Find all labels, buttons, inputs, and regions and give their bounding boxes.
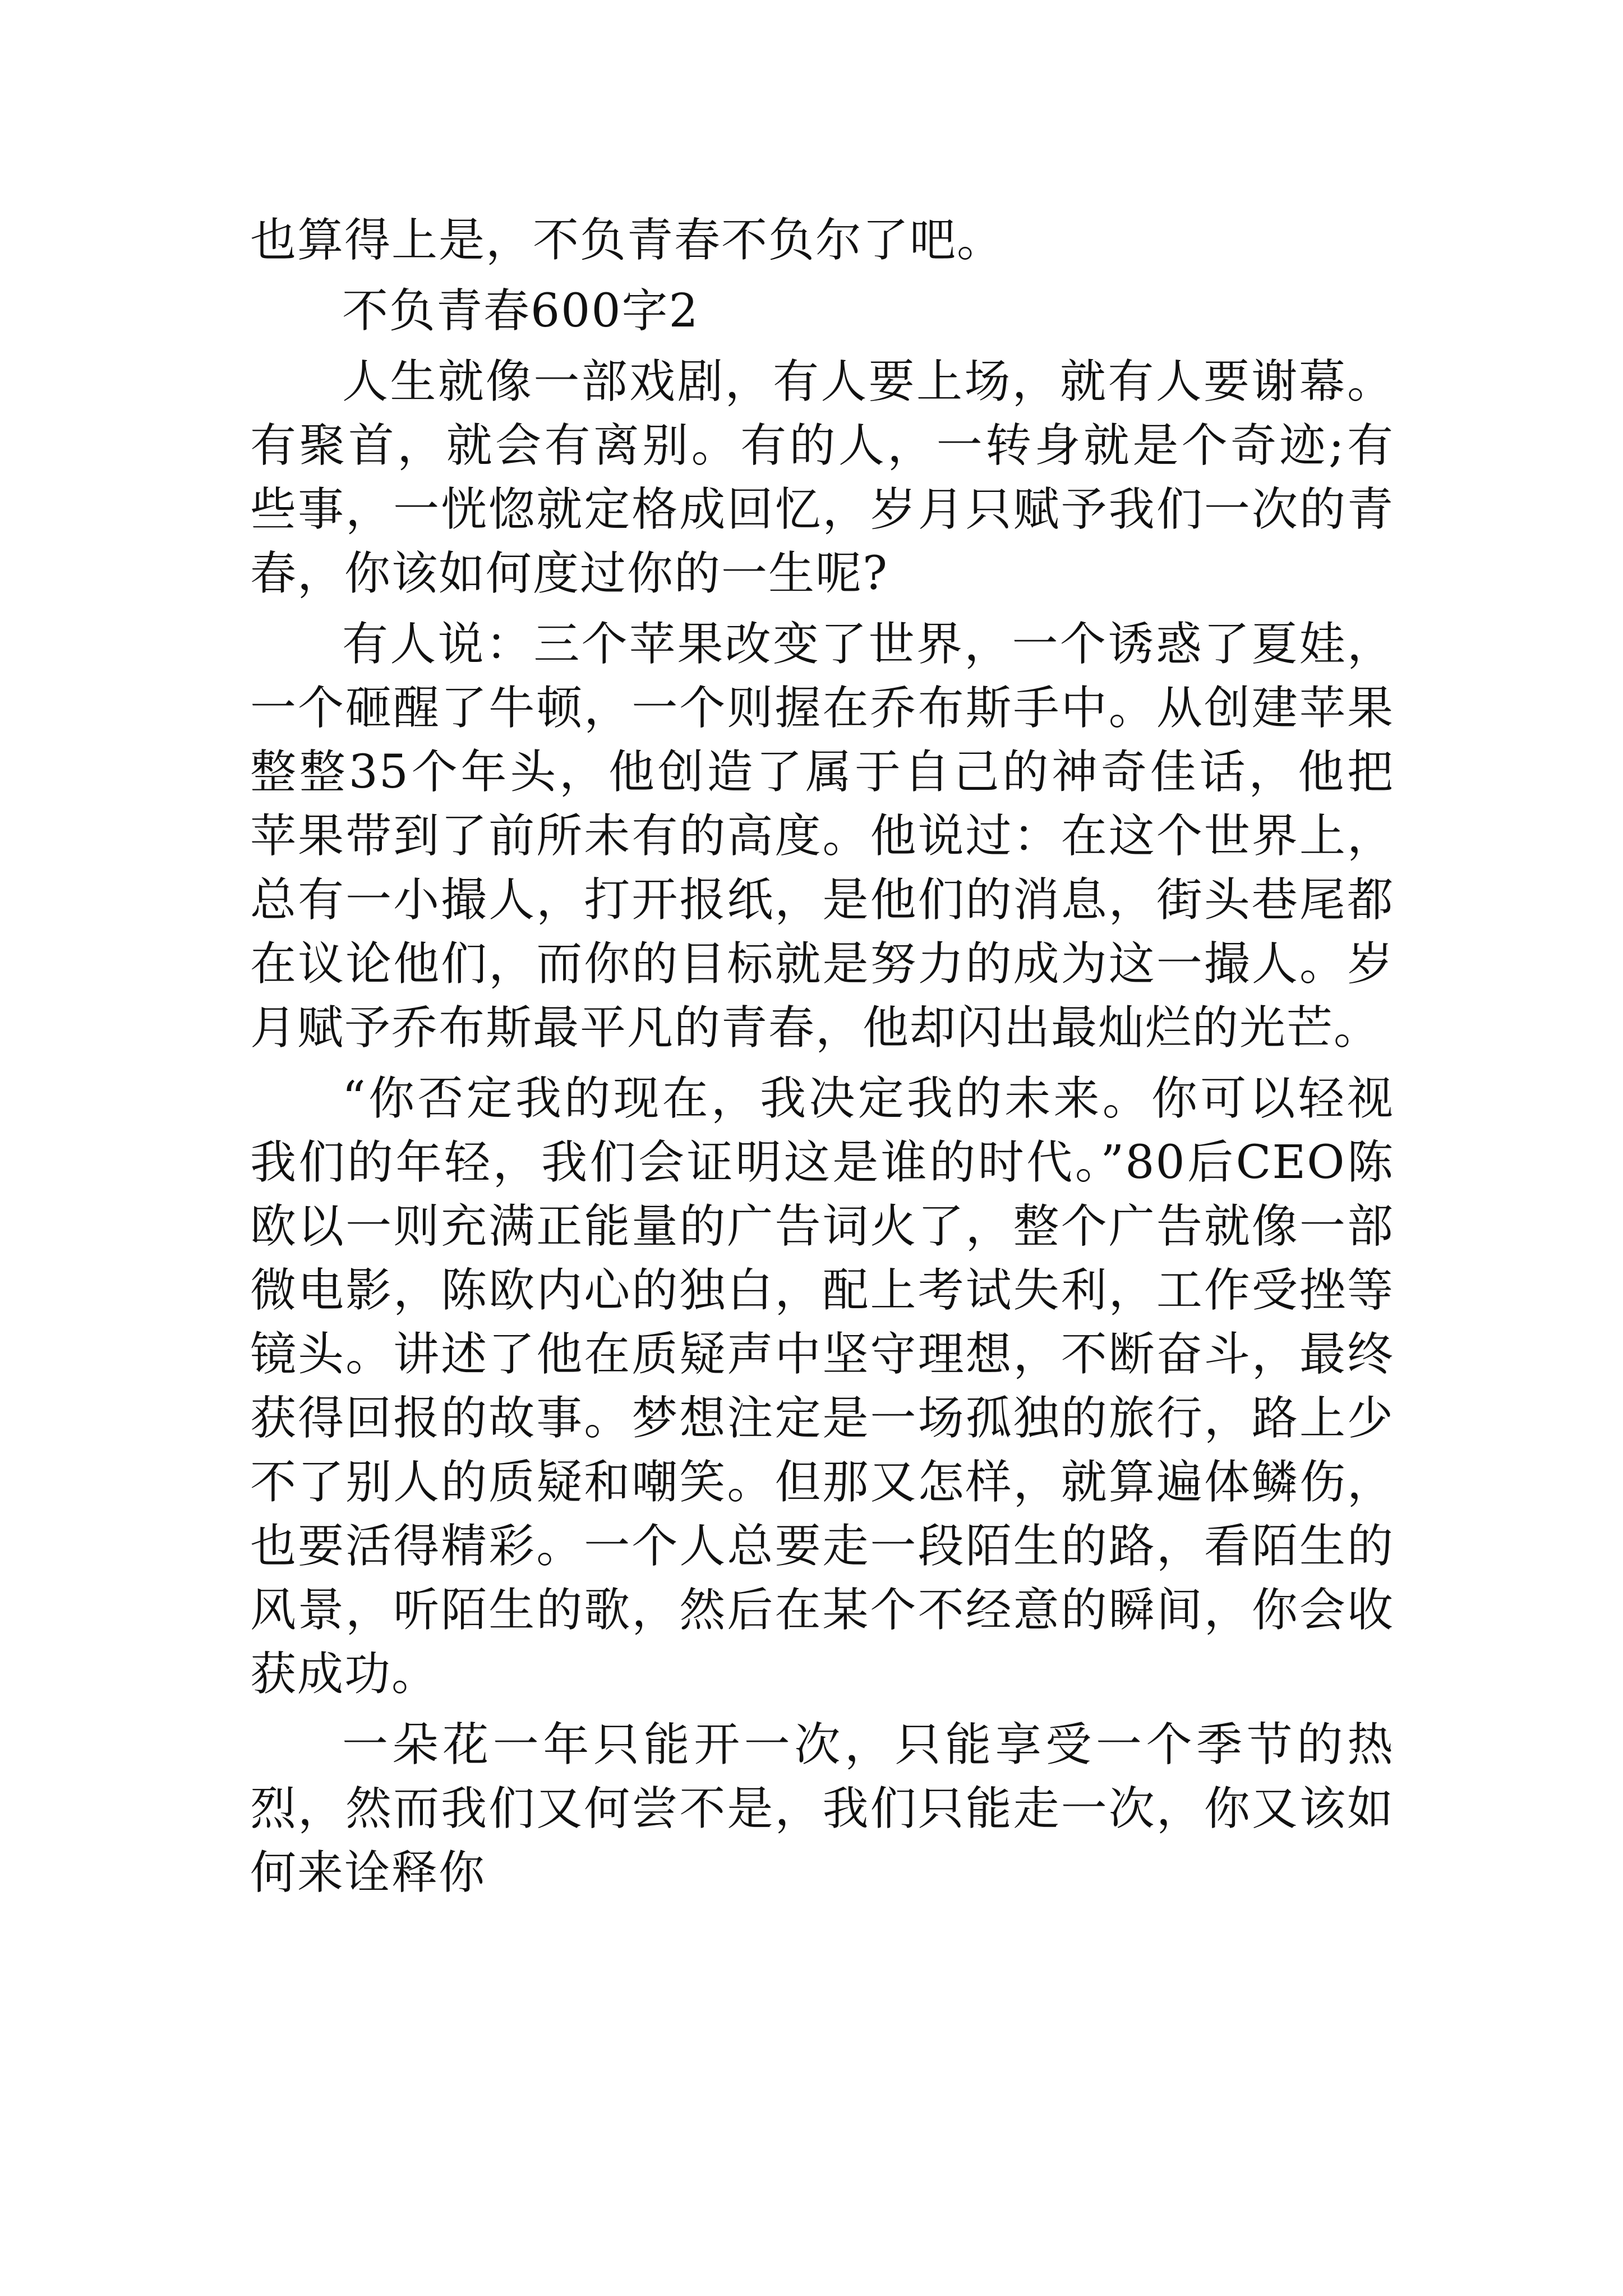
paragraph-continuation: 也算得上是，不负青春不负尔了吧。 xyxy=(250,214,1004,267)
paragraph: 有人说：三个苹果改变了世界，一个诱惑了夏娃，一个砸醒了牛顿，一个则握在乔布斯手中。从创建苹果整整35个年头，他创造了属于自己的神奇佳话，他把苹果带到了前所未有的高度。他说过：在这个世界上，总有一小撮人，打开报纸，是他们的消息，街头巷尾都在议论他们，而你的目标就是努力的成为这一撮人。岁月赋予乔布斯最平凡的青春，他却闪出最灿烂的光芒。 xyxy=(250,618,1394,1055)
article-body xyxy=(250,209,1394,1912)
paragraph: 人生就像一部戏剧，有人要上场，就有人要谢幕。有聚首，就会有离别。有的人，一转身就是个奇迹;有些事，一恍惚就定格成回忆，岁月只赋予我们一次的青春，你该如何度过你的一生呢? xyxy=(250,355,1394,600)
section-heading: 不负青春600字2 xyxy=(342,284,699,338)
paragraph: 一朵花一年只能开一次，只能享受一个季节的热烈，然而我们又何尝不是，我们只能走一次，你又该如何来诠释你 xyxy=(250,1718,1394,1899)
paragraph: “你否定我的现在，我决定我的未来。你可以轻视我们的年轻，我们会证明这是谁的时代。”80后CEO陈欧以一则充满正能量的广告词火了，整个广告就像一部微电影，陈欧内心的独白，配上考试失利，工作受挫等镜头。讲述了他在质疑声中坚守理想，不断奋斗，最终获得回报的故事。梦想注定是一场孤独的旅行，路上少不了别人的质疑和嘲笑。但那又怎样，就算遍体鳞伤，也要活得精彩。一个人总要走一段陌生的路，看陌生的风景，听陌生的歌，然后在某个不经意的瞬间，你会收获成功。 xyxy=(250,1072,1394,1701)
